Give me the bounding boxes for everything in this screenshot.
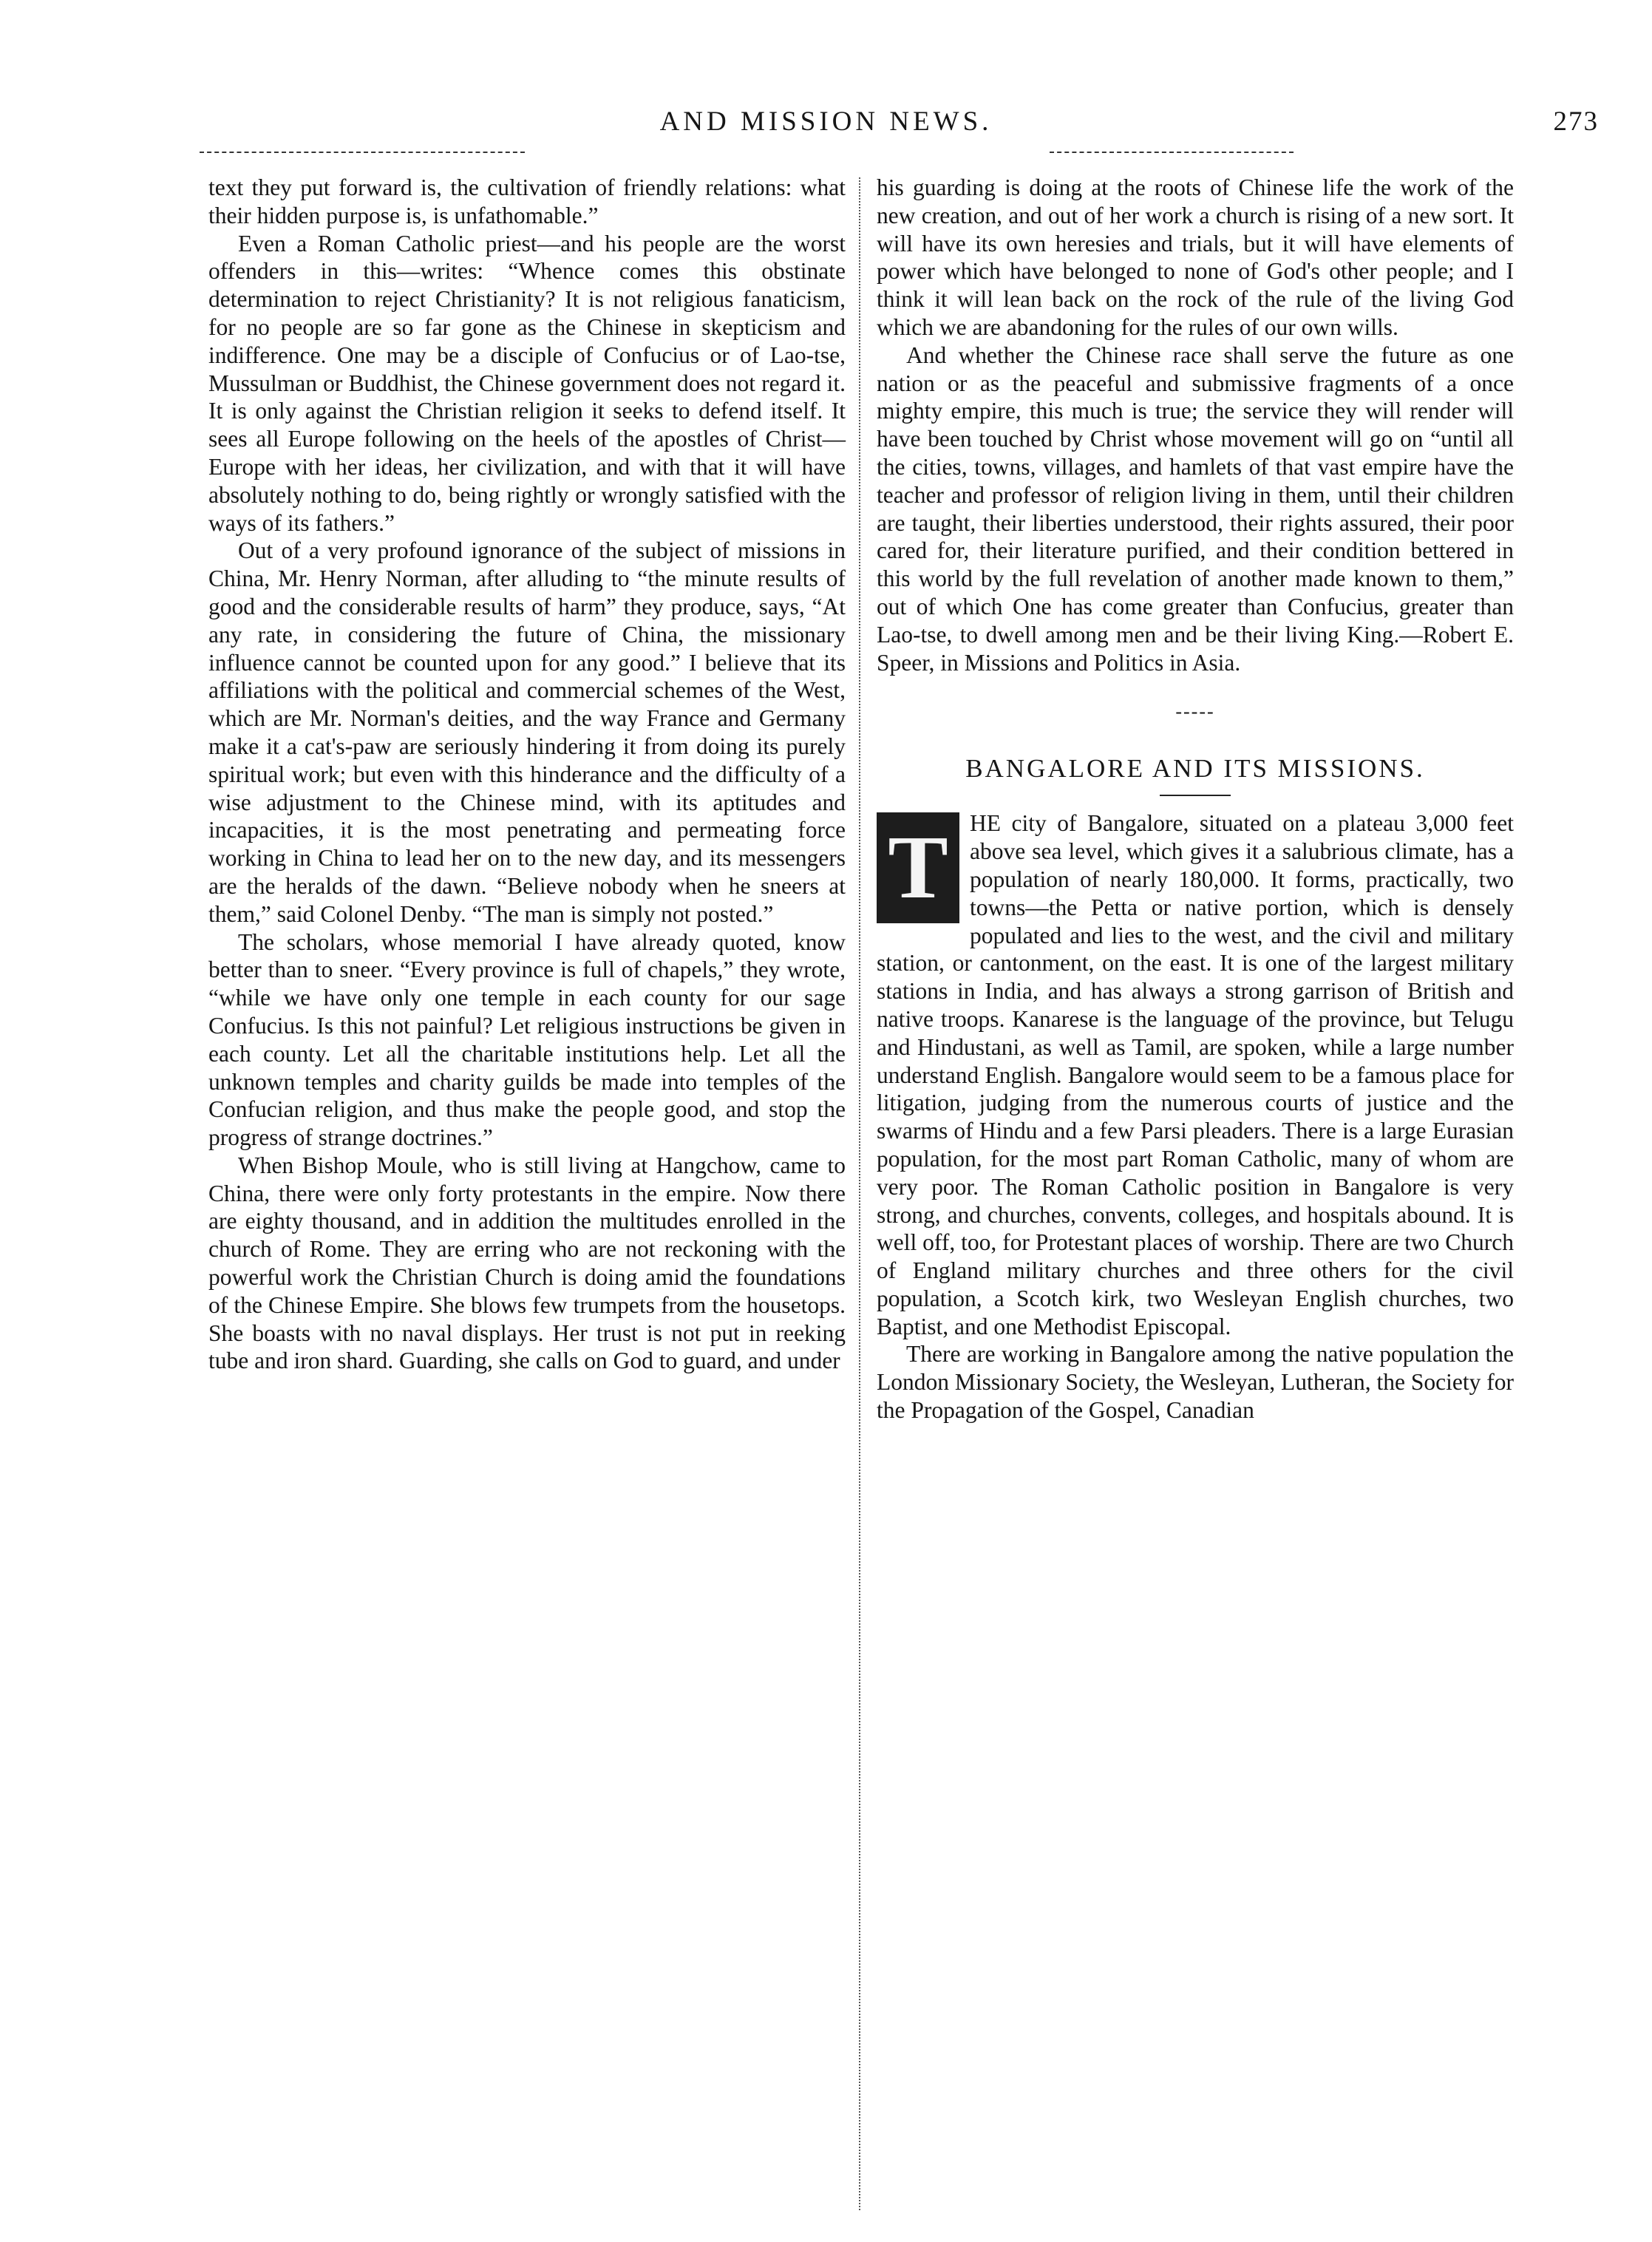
header-rule-right [1050,152,1294,153]
paragraph-continuation: text they put forward is, the cultivation of friendly relations: what their hidden purpose is, is unfathomable.” [208,174,846,228]
right-column [877,174,1514,1424]
paragraph-scholars-memorial: The scholars, whose memorial I have already quoted, know better than to sneer. “Every province is full of chapels,” they wrote, “while we have only one temple in each county for our sage Confucius. Is this not painful? Let religious instructions be given in each county. Let all the charitable institutions help. Let all the unknown temples and charity guilds be made into temples of the Confucian religion, and thus make the people good, and stop the progress of strange doctrines.” [208,928,846,1151]
bangalore-article [877,809,1514,1424]
paragraph-working-in-bangalore: There are working in Bangalore among the native population the London Missionary Society, the Wesleyan, Lutheran, the Society for the Propagation of the Gospel, Canadian [877,1341,1514,1424]
paragraph-city-of-bangalore: HE city of Bangalore, situated on a plateau 3,000 feet above sea level, which gives it a salubrious climate, has a population of nearly 180,000. It forms, practically, two towns—the Petta or native portion, which is densely populated and lies to the west, and the civil and military station, or cantonment, on the east. It is one of the largest military stations in India, and has always a strong garrison of British and native troops. Kanarese is the language of the province, but Telugu and Hindustani, as well as Tamil, are spoken, while a large number understand English. Bangalore would seem to be a famous place for litigation, judging from the numerous courts of justice and the swarms of Hindu and a few Parsi pleaders. There is a large Eurasian population, for the most part Roman Catholic, many of whom are very poor. The Roman Catholic position in Bangalore is very strong, and churches, convents, colleges, and hospitals abound. It is well off, too, for Protestant places of worship. There are two Church of England military churches and three others for the civil population, a Scotch kirk, two Wesleyan English churches, two Baptist, and one Methodist Episcopal. [877,810,1514,1339]
page-header-title: AND MISSION NEWS. [659,106,993,137]
drop-cap-letter: T [877,812,959,923]
header-rule-left [200,152,525,153]
column-divider [859,177,860,2210]
paragraph-new-creation: his guarding is doing at the roots of Chinese life the work of the new creation, and out of her work a church is rising of a new sort. It will have its own heresies and trials, but it will have elements of power which have belonged to none of God's other people; and I think it will lean back on the rock of the rule of the living God which we are abandoning for the rules of our own wills. [877,174,1514,340]
paragraph-chinese-race: And whether the Chinese race shall serve the future as one nation or as the peaceful and submissive fragments of a once mighty empire, this much is true; the service they will render will have been touched by Christ whose movement will go on “until all the cities, towns, villages, and hamlets of that vast empire have the teacher and professor of religion living in them, until their children are taught, their liberties understood, their rights assured, their poor cared for, their literature purified, and their condition bettered in this world by the full revelation of another made known to them,” out of which One has come greater than Confucius, greater than Lao-tse, to dwell among men and be their living King.—Robert E. Speer, in Missions and Politics in Asia. [877,342,1514,676]
left-column [208,174,846,1375]
section-ornament: ----- [1175,701,1215,723]
title-underline [1160,795,1231,796]
section-title-bangalore: BANGALORE AND ITS MISSIONS. [965,754,1425,784]
page-number: 273 [1553,106,1599,137]
paragraph-roman-catholic-priest: Even a Roman Catholic priest—and his people are the worst offenders in this—writes: “Whence comes this obstinate determination to reject Christianity? It is not religious fanaticism, for no people are so far gone as the Chinese in skepticism and indifference. One may be a disciple of Confucius or of Lao-tse, Mussulman or Buddhist, the Chinese government does not regard it. It is only against the Christian religion it seeks to defend itself. It sees all Europe following on the heels of the apostles of Christ—Europe with her ideas, her civilization, and with that it will have absolutely nothing to do, being rightly or wrongly satisfied with the ways of its fathers.” [208,230,846,536]
paragraph-henry-norman: Out of a very profound ignorance of the subject of missions in China, Mr. Henry Norman, after alluding to “the minute results of good and the considerable results of harm” they produce, says, “At any rate, in considering the future of China, the missionary influence cannot be counted upon for any good.” I believe that its affiliations with the political and commercial schemes of the West, which are Mr. Norman's deities, and the way France and Germany make it a cat's-paw are seriously hindering it from doing its purely spiritual work; but even with this hinderance and the difficulty of a wise adjustment to the Chinese mind, with its aptitudes and incapacities, it is the most penetrating and permeating force working in China to lead her on to the new day, and its messengers are the heralds of the dawn. “Believe nobody when he sneers at them,” said Colonel Denby. “The man is simply not posted.” [208,537,846,927]
paragraph-bishop-moule: When Bishop Moule, who is still living at Hangchow, came to China, there were only forty protestants in the empire. Now there are eighty thousand, and in addition the multitudes enrolled in the church of Rome. They are erring who are not reckoning with the powerful work the Christian Church is doing amid the foundations of the Chinese Empire. She blows few trumpets from the housetops. She boasts with no naval displays. Her trust is not put in reeking tube and iron shard. Guarding, she calls on God to guard, and under [208,1152,846,1374]
